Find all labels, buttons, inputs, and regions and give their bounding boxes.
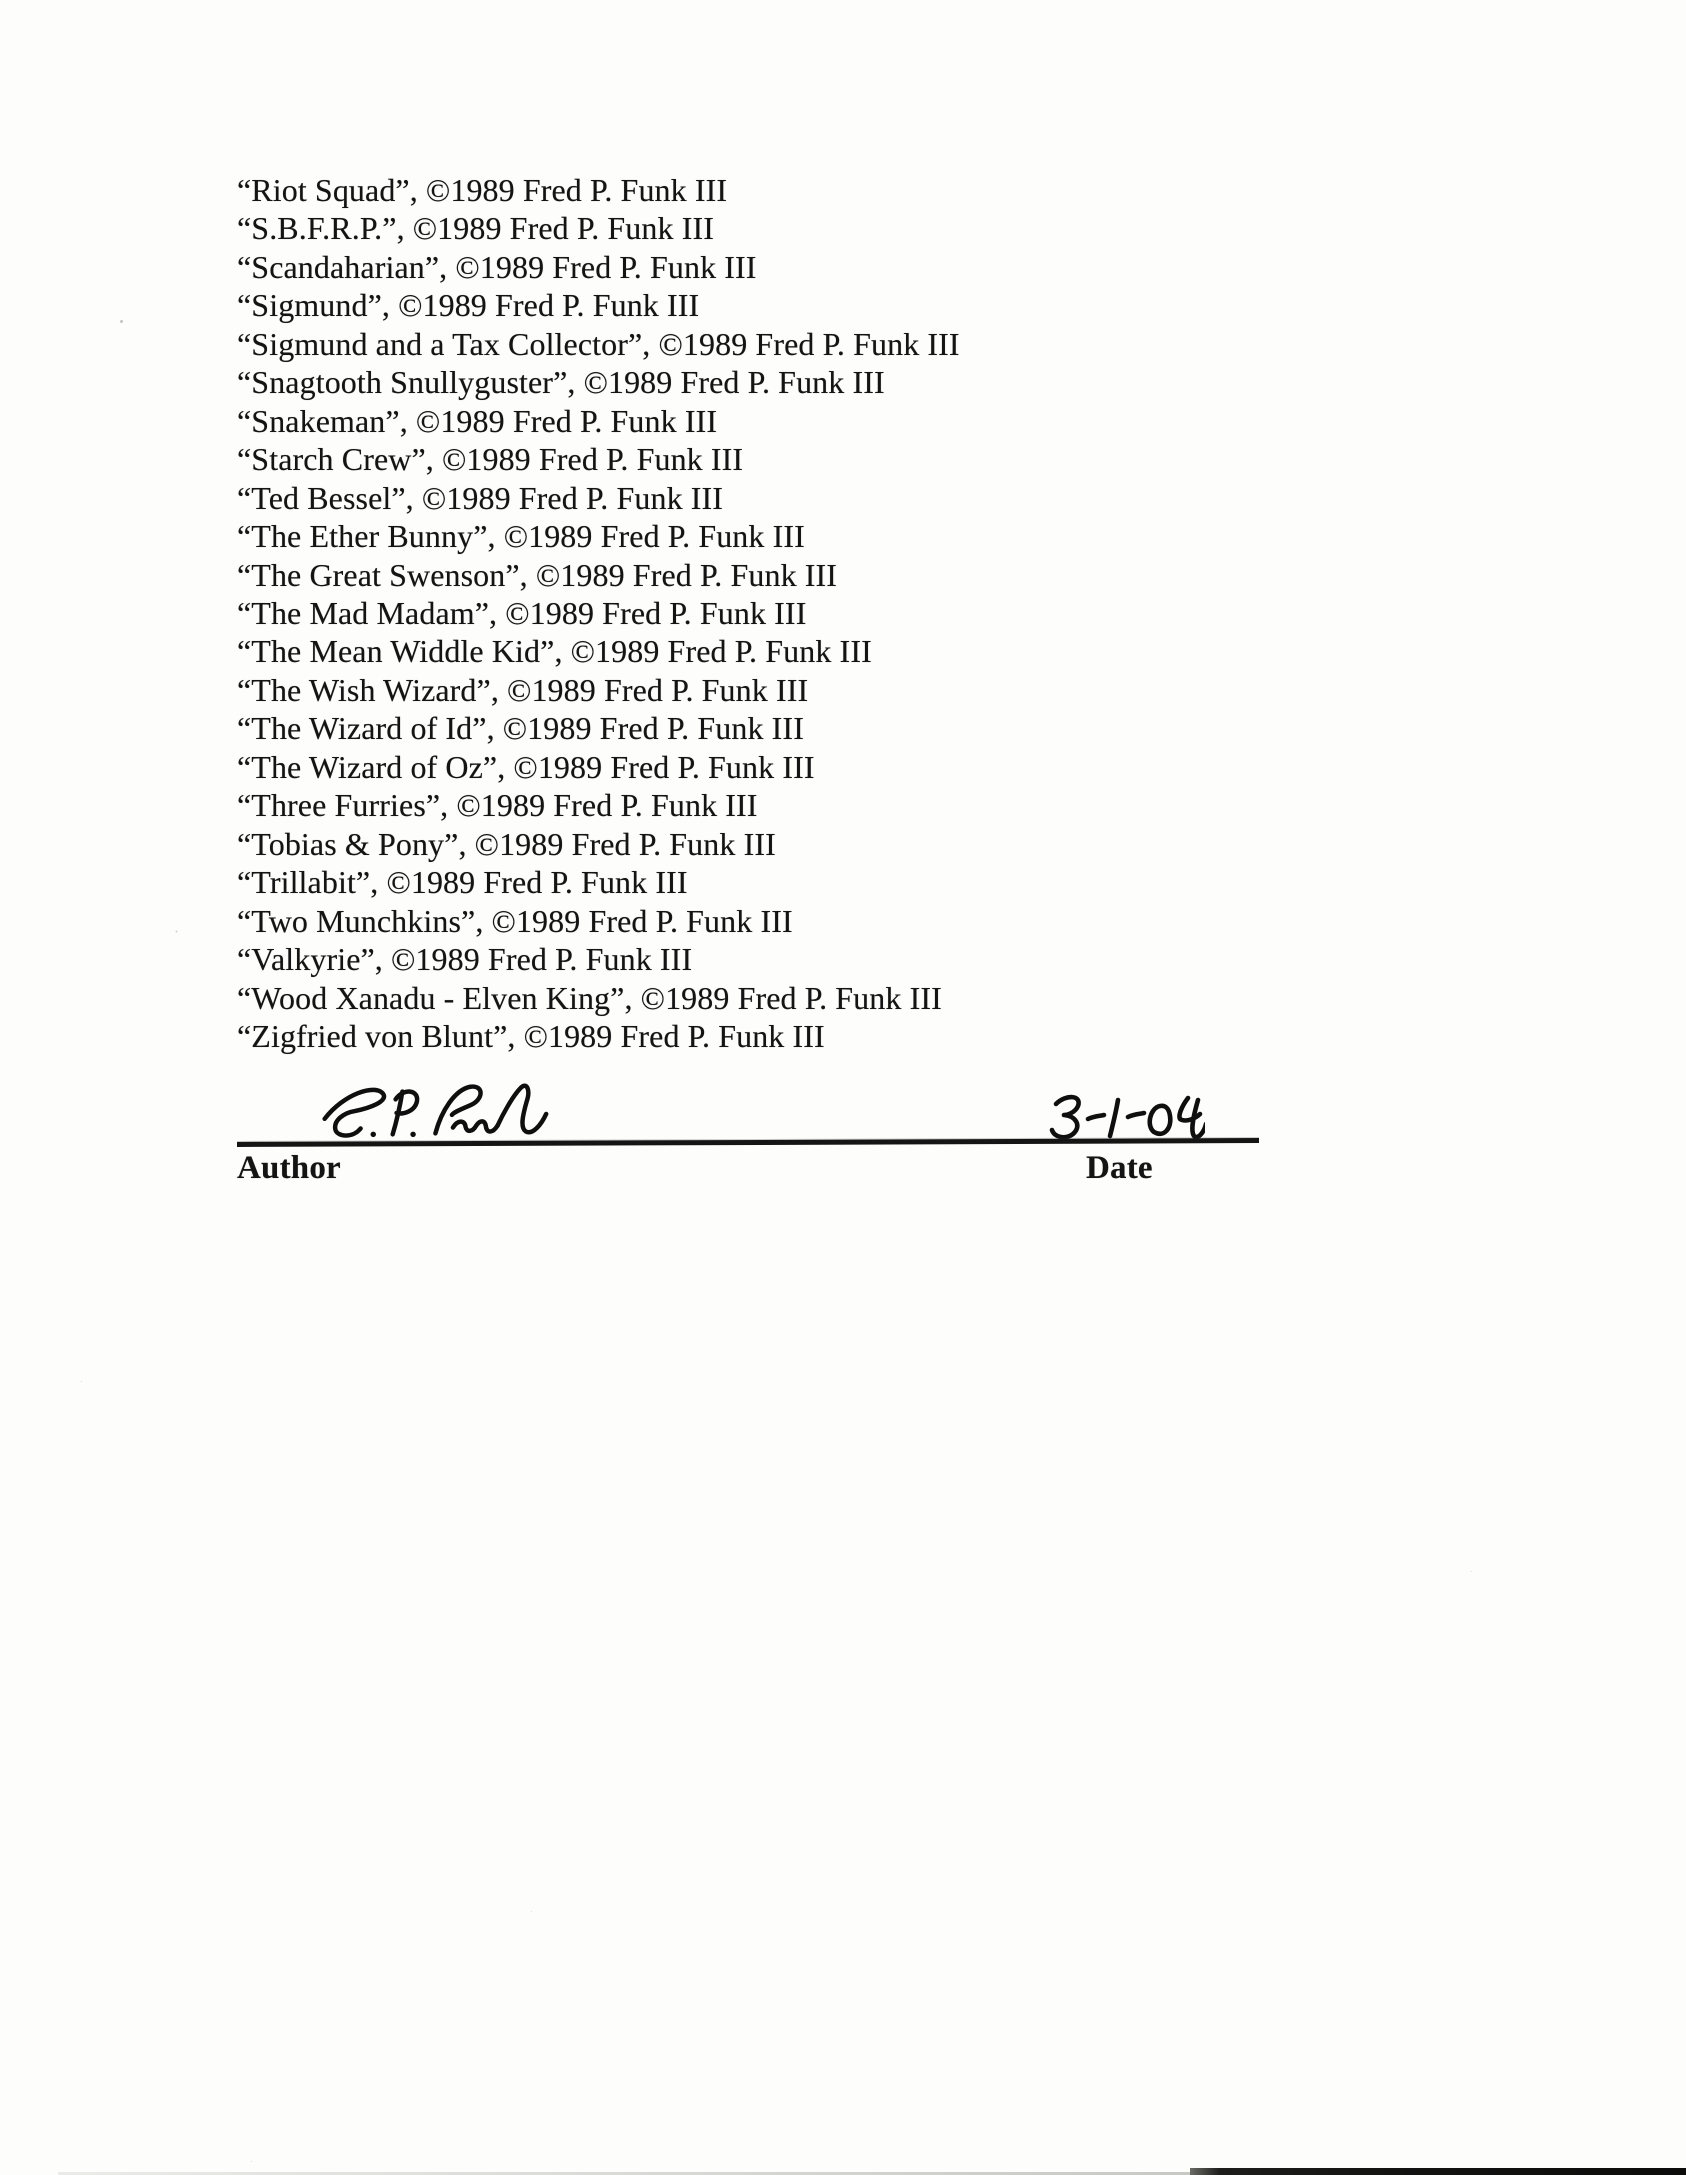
copyright-list-item: “The Wizard of Oz”, ©1989 Fred P. Funk III [237, 748, 815, 785]
copyright-list-item: “Scandaharian”, ©1989 Fred P. Funk III [237, 248, 757, 285]
copyright-list-item: “The Great Swenson”, ©1989 Fred P. Funk III [237, 556, 838, 593]
copyright-list-item: “Two Munchkins”, ©1989 Fred P. Funk III [237, 902, 793, 939]
copyright-list-item: “The Ether Bunny”, ©1989 Fred P. Funk III [237, 518, 805, 555]
copyright-list-item: “Trillabit”, ©1989 Fred P. Funk III [237, 864, 688, 901]
author-signature-handwriting [305, 1078, 560, 1146]
author-label: Author [237, 1150, 341, 1186]
copyright-list-item: “The Mad Madam”, ©1989 Fred P. Funk III [237, 594, 807, 631]
copyright-list-item: “Snagtooth Snullyguster”, ©1989 Fred P. Funk III [237, 364, 885, 401]
copyright-list-item: “Sigmund and a Tax Collector”, ©1989 Fred P. Funk III [237, 325, 960, 362]
copyright-list-item: “Snakeman”, ©1989 Fred P. Funk III [237, 402, 718, 439]
date-handwriting [1040, 1088, 1205, 1144]
copyright-list-item: “The Wish Wizard”, ©1989 Fred P. Funk III [237, 671, 809, 708]
copyright-list-item: “S.B.F.R.P.”, ©1989 Fred P. Funk III [237, 210, 714, 247]
scan-dust-specks [120, 320, 123, 323]
copyright-list-item: “Sigmund”, ©1989 Fred P. Funk III [237, 287, 700, 324]
copyright-list-item: “Valkyrie”, ©1989 Fred P. Funk III [237, 941, 693, 978]
copyright-list-item: “Starch Crew”, ©1989 Fred P. Funk III [237, 441, 744, 478]
date-label: Date [1086, 1150, 1153, 1186]
scan-edge-artifact-dark [1190, 2168, 1686, 2175]
copyright-list-item: “The Wizard of Id”, ©1989 Fred P. Funk III [237, 710, 804, 747]
copyright-list-item: “Riot Squad”, ©1989 Fred P. Funk III [237, 172, 728, 208]
copyright-list [237, 171, 1497, 1055]
copyright-list-item: “Tobias & Pony”, ©1989 Fred P. Funk III [237, 825, 776, 862]
copyright-list-item: “Three Furries”, ©1989 Fred P. Funk III [237, 787, 758, 824]
copyright-list-item: “The Mean Widdle Kid”, ©1989 Fred P. Funk III [237, 633, 872, 670]
copyright-list-item: “Zigfried von Blunt”, ©1989 Fred P. Funk III [237, 1017, 825, 1054]
copyright-list-item: “Wood Xanadu - Elven King”, ©1989 Fred P. Funk III [237, 979, 942, 1016]
copyright-list-item: “Ted Bessel”, ©1989 Fred P. Funk III [237, 479, 724, 516]
